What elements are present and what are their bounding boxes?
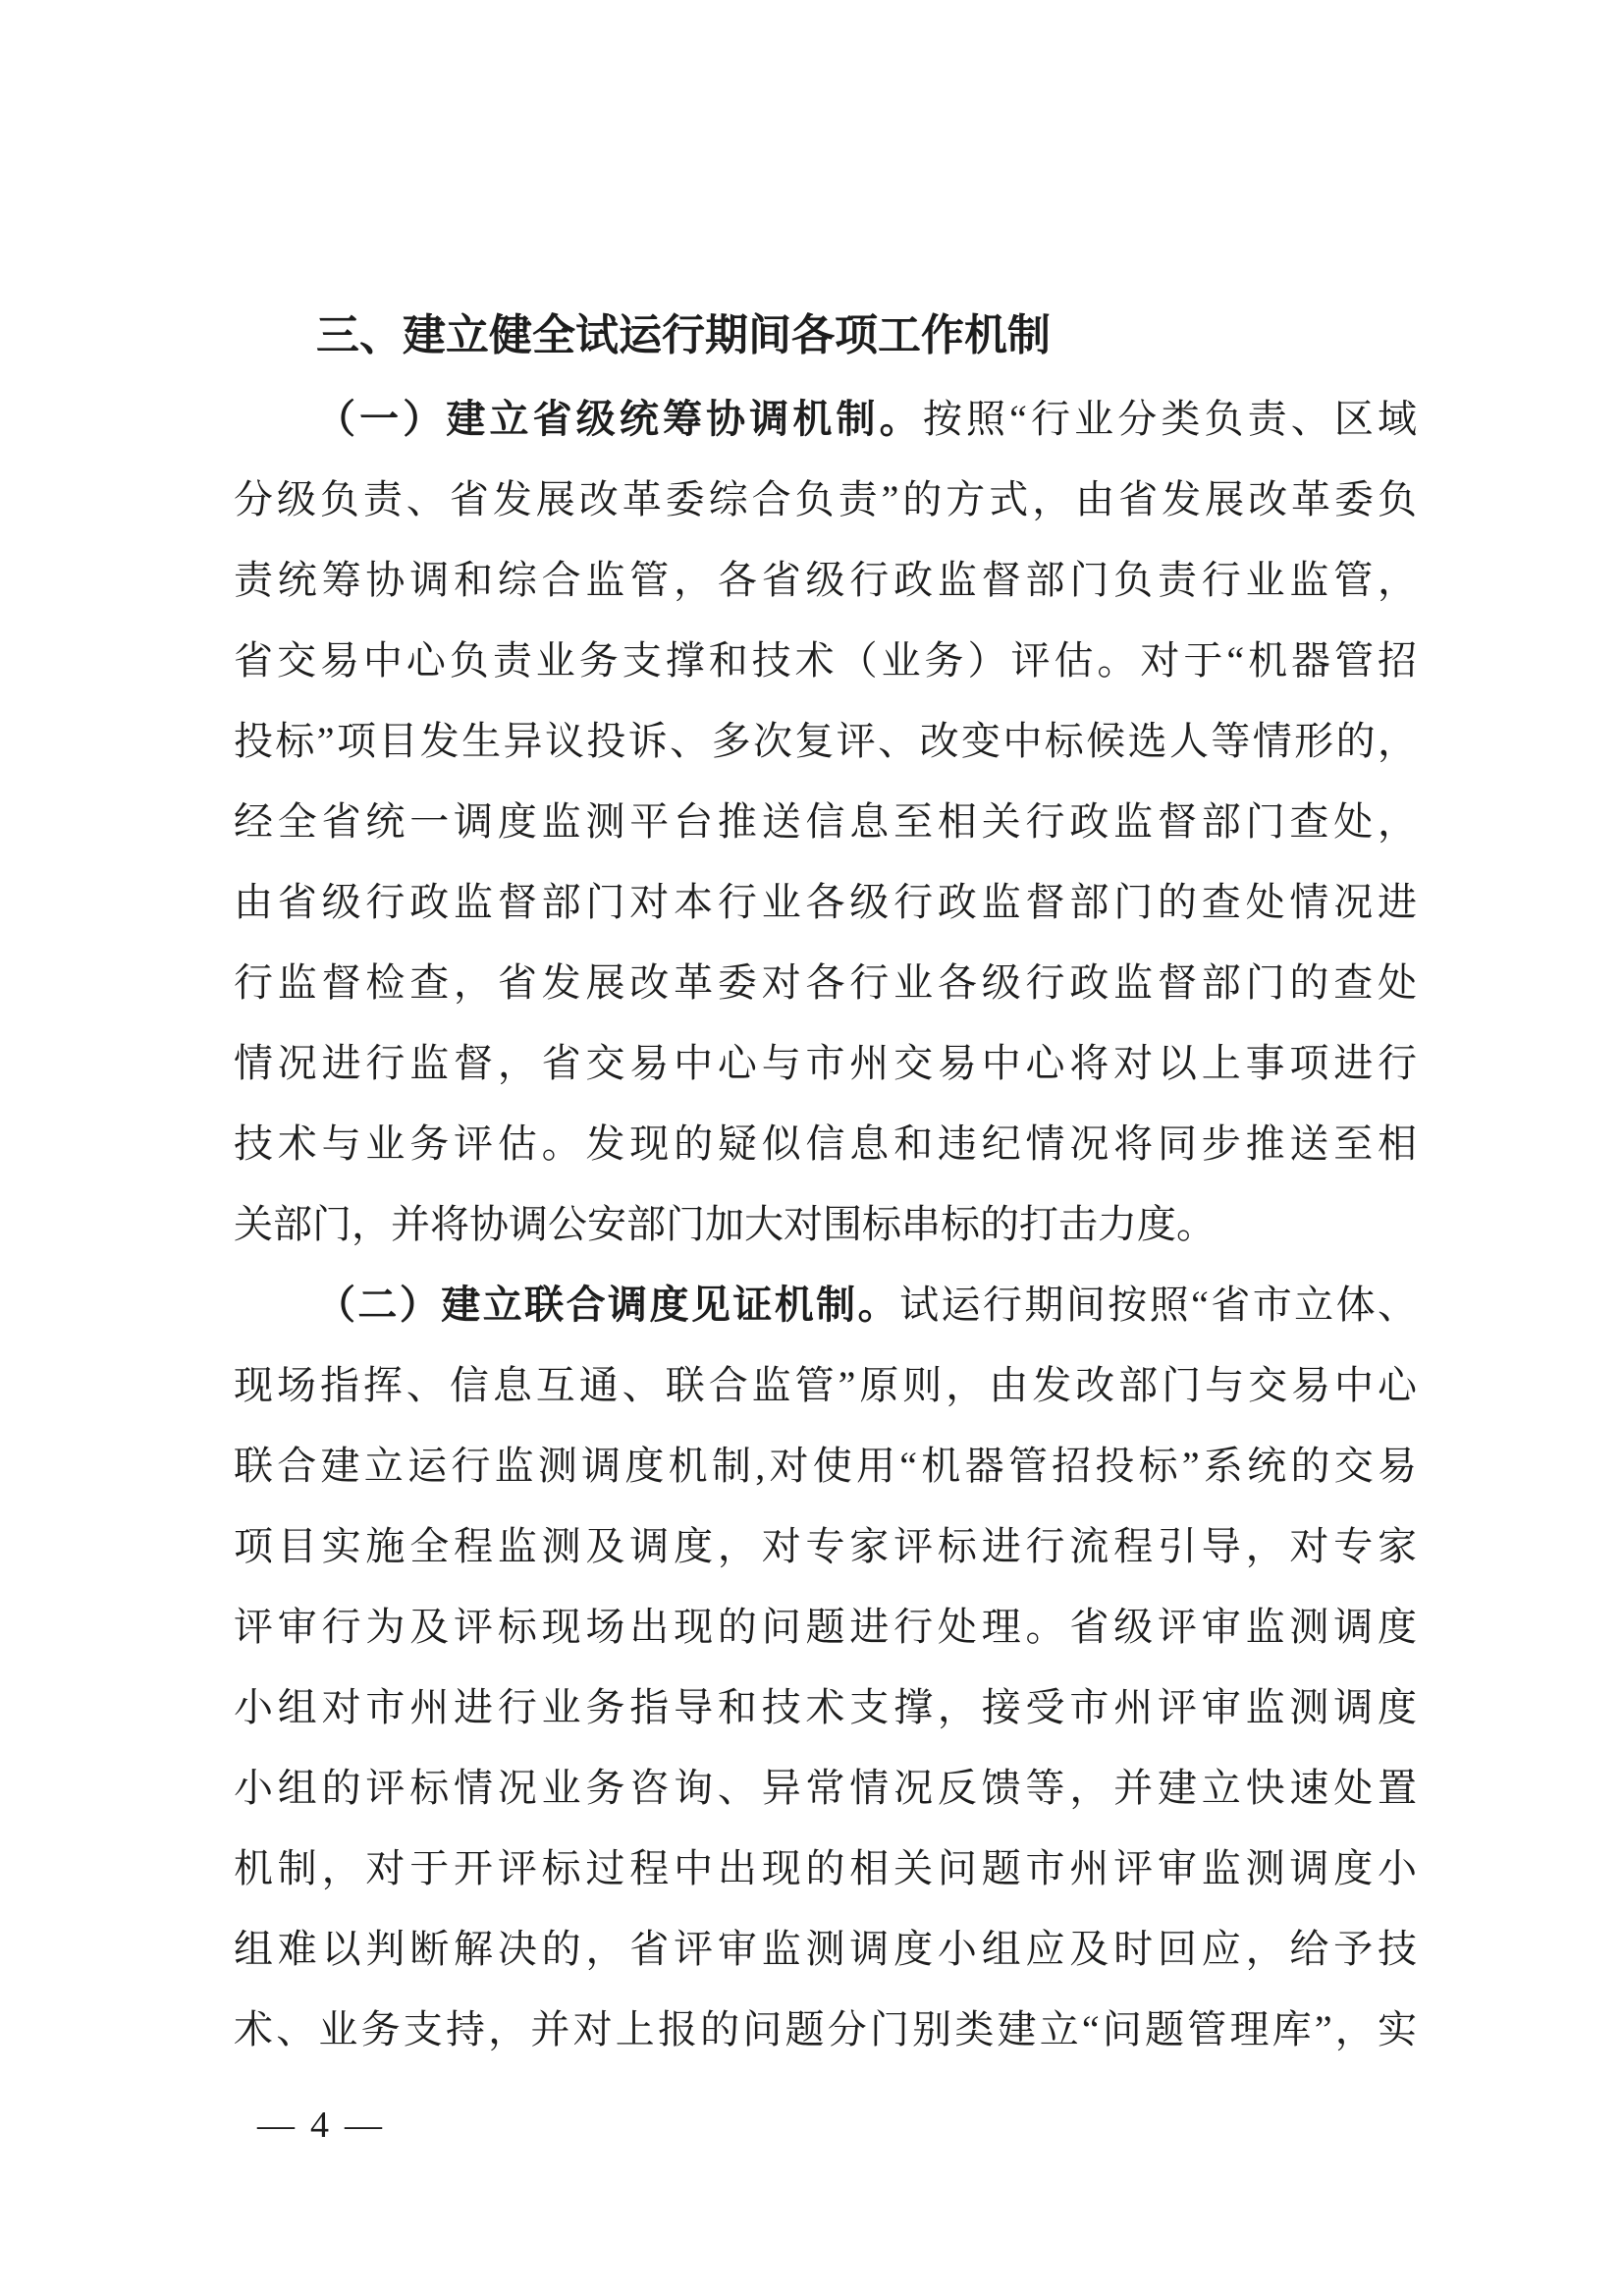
para1-line-5: 投标”项目发生异议投诉、多次复评、改变中标候选人等情形的， bbox=[234, 719, 1417, 763]
para1-line-9: 情况进行监督，省交易中心与市州交易中心将对以上事项进行 bbox=[234, 1041, 1417, 1085]
para1-line-7: 由省级行政监督部门对本行业各级行政监督部门的查处情况进 bbox=[234, 880, 1417, 924]
para2-line-1 bbox=[234, 1265, 1417, 1345]
footer-page-number: 4 bbox=[310, 2105, 329, 2146]
para2-line-7: 小组的评标情况业务咨询、异常情况反馈等，并建立快速处置 bbox=[234, 1766, 1417, 1810]
para1-line-4: 省交易中心负责业务支撑和技术（业务）评估。对于“机器管招 bbox=[234, 638, 1417, 683]
footer-right-dash: — bbox=[345, 2105, 382, 2146]
document-body bbox=[234, 379, 1417, 2070]
para2-line-3: 联合建立运行监测调度机制,对使用“机器管招投标”系统的交易 bbox=[234, 1444, 1417, 1488]
para2-lead: （二）建立联合调度见证机制。 bbox=[316, 1283, 900, 1327]
para1-line-11: 关部门，并将协调公安部门加大对围标串标的打击力度。 bbox=[234, 1202, 1216, 1246]
para2-line-5: 评审行为及评标现场出现的问题进行处理。省级评审监测调度 bbox=[234, 1605, 1417, 1649]
para1-line-1-text: 按照“行业分类负责、区域 bbox=[922, 397, 1417, 441]
para2-line-1-text: 试运行期间按照“省市立体、 bbox=[899, 1283, 1418, 1327]
para2-line-8: 机制，对于开评标过程中出现的相关问题市州评审监测调度小 bbox=[234, 1846, 1417, 1890]
page-footer bbox=[257, 2103, 1623, 2148]
para1-line-10: 技术与业务评估。发现的疑似信息和违纪情况将同步推送至相 bbox=[234, 1121, 1417, 1166]
paragraph-1 bbox=[234, 379, 1417, 1265]
section-heading: 三、建立健全试运行期间各项工作机制 bbox=[316, 311, 1051, 359]
para2-line-6: 小组对市州进行业务指导和技术支撑，接受市州评审监测调度 bbox=[234, 1685, 1417, 1729]
para1-lead: （一）建立省级统筹协调机制。 bbox=[316, 397, 923, 441]
para2-line-4: 项目实施全程监测及调度，对专家评标进行流程引导，对专家 bbox=[234, 1524, 1417, 1568]
para2-line-2: 现场指挥、信息互通、联合监管”原则，由发改部门与交易中心 bbox=[234, 1363, 1417, 1407]
para1-line-6: 经全省统一调度监测平台推送信息至相关行政监督部门查处， bbox=[234, 799, 1417, 844]
footer-left-dash: — bbox=[257, 2105, 295, 2146]
para1-line-1 bbox=[234, 379, 1417, 460]
para1-line-2: 分级负责、省发展改革委综合负责”的方式，由省发展改革委负 bbox=[234, 477, 1417, 521]
para1-line-8: 行监督检查，省发展改革委对各行业各级行政监督部门的查处 bbox=[234, 960, 1417, 1005]
para2-line-10: 术、业务支持，并对上报的问题分门别类建立“问题管理库”，实 bbox=[234, 2007, 1417, 2051]
paragraph-2 bbox=[234, 1265, 1417, 2070]
para2-line-9: 组难以判断解决的，省评审监测调度小组应及时回应，给予技 bbox=[234, 1927, 1417, 1971]
para1-line-3: 责统筹协调和综合监管，各省级行政监督部门负责行业监管， bbox=[234, 558, 1417, 602]
